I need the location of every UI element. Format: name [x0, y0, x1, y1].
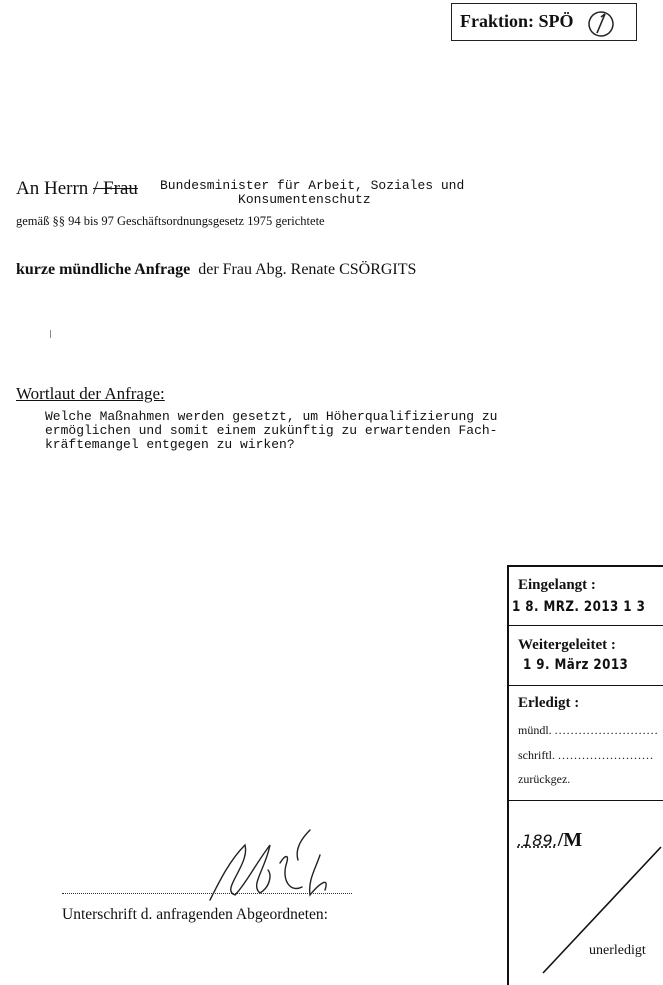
eingelangt-label: Eingelangt :	[518, 577, 596, 593]
stamp-divider	[509, 800, 663, 801]
minister-title: Bundesminister für Arbeit, Soziales und Konsumentenschutz	[160, 178, 465, 207]
handwritten-number-mark	[585, 9, 619, 39]
muendl-row: mündl. ..........................	[518, 723, 659, 737]
erledigt-label: Erledigt :	[518, 695, 580, 711]
stamp-divider	[509, 625, 663, 626]
anfrage-type	[16, 261, 416, 279]
eingelangt-date: 1 8. MRZ. 2013 1 3	[512, 599, 646, 615]
schriftl-row: schriftl. ........................	[518, 748, 654, 762]
anfrage-number-suffix: /M	[557, 829, 583, 851]
question-text: Welche Maßnahmen werden gesetzt, um Höherqualifizierung zu ermöglichen und somit einem zukünftig zu erwartenden Fach- kräftemangel entgegen zu wirken?	[45, 409, 498, 452]
weitergeleitet-label: Weitergeleitet :	[518, 637, 616, 653]
zurueckgez-label: zurückgez.	[518, 772, 571, 786]
weitergeleitet-date: 1 9. März 2013	[523, 657, 629, 673]
legal-basis: gemäß §§ 94 bis 97 Geschäftsordnungsgesetz 1975 gerichtete	[16, 214, 325, 228]
anfrage-type-bold: kurze mündliche Anfrage	[16, 261, 191, 278]
wortlaut-heading: Wortlaut der Anfrage:	[16, 384, 165, 403]
stamp-divider	[509, 685, 663, 686]
anfrage-number-value: .189.	[517, 831, 558, 850]
signature-label: Unterschrift d. anfragenden Abgeordneten:	[62, 906, 328, 923]
muendl-label: mündl.	[518, 723, 552, 737]
addressee-line	[16, 178, 138, 200]
schriftl-label: schriftl.	[518, 748, 555, 762]
receipt-stamp	[507, 565, 663, 985]
unerledigt-label: unerledigt	[589, 943, 646, 958]
signature-line	[62, 893, 352, 894]
struck-frau: / Frau	[93, 178, 138, 199]
stray-mark	[50, 330, 51, 338]
fraktion-box	[451, 3, 637, 41]
anfrage-by: der Frau Abg. Renate CSÖRGITS	[190, 261, 417, 278]
fraktion-label: Fraktion: SPÖ	[460, 11, 574, 31]
addressee-prefix: An Herrn	[16, 178, 94, 199]
